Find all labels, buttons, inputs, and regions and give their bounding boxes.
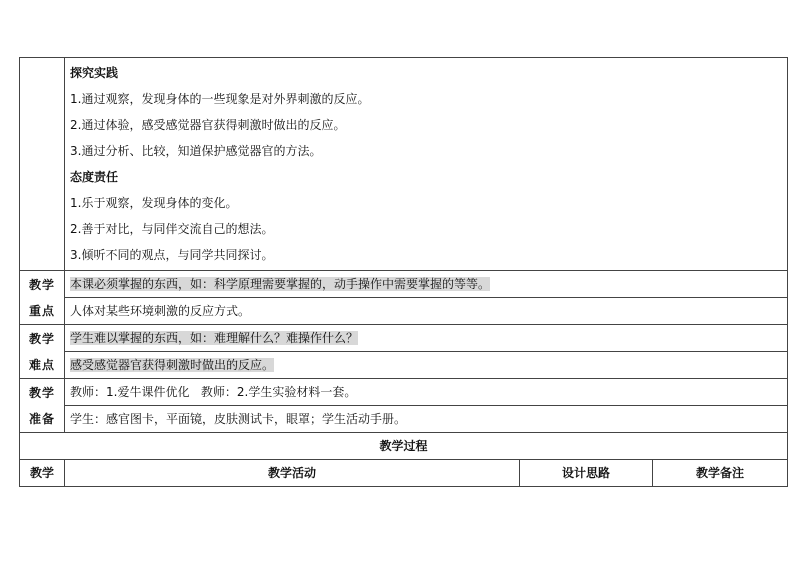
preparation-line-1-cell	[65, 379, 788, 406]
difficulties-line-2-cell	[65, 352, 788, 379]
attitude-item-2: 2.善于对比，与同伴交流自己的想法。	[70, 222, 274, 236]
attitude-item-1: 1.乐于观察，发现身体的变化。	[70, 196, 238, 210]
key-points-line-2-cell	[65, 298, 788, 325]
column-header-teaching: 教学	[20, 460, 65, 487]
key-points-row-2	[20, 298, 788, 325]
key-points-label-line-2: 重点	[28, 303, 55, 318]
key-points-line-1: 本课必须掌握的东西，如：科学原理需要掌握的，动手操作中需要掌握的等等。	[70, 277, 491, 291]
difficulties-row-2	[20, 352, 788, 379]
column-header-design: 设计思路	[520, 460, 653, 487]
column-header-notes: 教学备注	[653, 460, 788, 487]
objectives-label-cell	[20, 58, 65, 271]
process-title-row	[20, 433, 788, 460]
preparation-line-1: 教师：1.爱牛课件优化 教师：2.学生实验材料一套。	[70, 385, 357, 399]
difficulties-line-1-cell	[65, 325, 788, 352]
objectives-content	[65, 58, 788, 271]
preparation-label-line-1: 教学	[28, 385, 55, 400]
lesson-plan-table	[19, 57, 788, 487]
objectives-row	[20, 58, 788, 271]
process-header-row	[20, 460, 788, 487]
difficulties-line-1: 学生难以掌握的东西，如：难理解什么？难操作什么？	[70, 331, 359, 345]
preparation-row-2	[20, 406, 788, 433]
difficulties-label-line-2: 难点	[28, 357, 55, 372]
preparation-line-2-cell	[65, 406, 788, 433]
difficulties-label-line-1: 教学	[28, 331, 55, 346]
practice-heading: 探究实践	[70, 66, 119, 80]
key-points-label	[20, 271, 65, 325]
process-title: 教学过程	[20, 433, 788, 460]
key-points-label-line-1: 教学	[28, 277, 55, 292]
practice-item-2: 2.通过体验，感受感觉器官获得刺激时做出的反应。	[70, 118, 346, 132]
column-header-activities: 教学活动	[65, 460, 520, 487]
preparation-label	[20, 379, 65, 433]
difficulties-line-2: 感受感觉器官获得刺激时做出的反应。	[70, 358, 275, 372]
difficulties-label	[20, 325, 65, 379]
key-points-line-2: 人体对某些环境刺激的反应方式。	[70, 304, 251, 318]
practice-item-3: 3.通过分析、比较，知道保护感觉器官的方法。	[70, 144, 322, 158]
practice-item-1: 1.通过观察，发现身体的一些现象是对外界刺激的反应。	[70, 92, 370, 106]
preparation-row-1	[20, 379, 788, 406]
attitude-heading: 态度责任	[70, 170, 119, 184]
preparation-line-2: 学生：感官图卡，平面镜，皮肤测试卡，眼罩；学生活动手册。	[70, 412, 407, 426]
attitude-item-3: 3.倾听不同的观点，与同学共同探讨。	[70, 248, 274, 262]
key-points-line-1-cell	[65, 271, 788, 298]
preparation-label-line-2: 准备	[28, 411, 55, 426]
difficulties-row-1	[20, 325, 788, 352]
key-points-row-1	[20, 271, 788, 298]
